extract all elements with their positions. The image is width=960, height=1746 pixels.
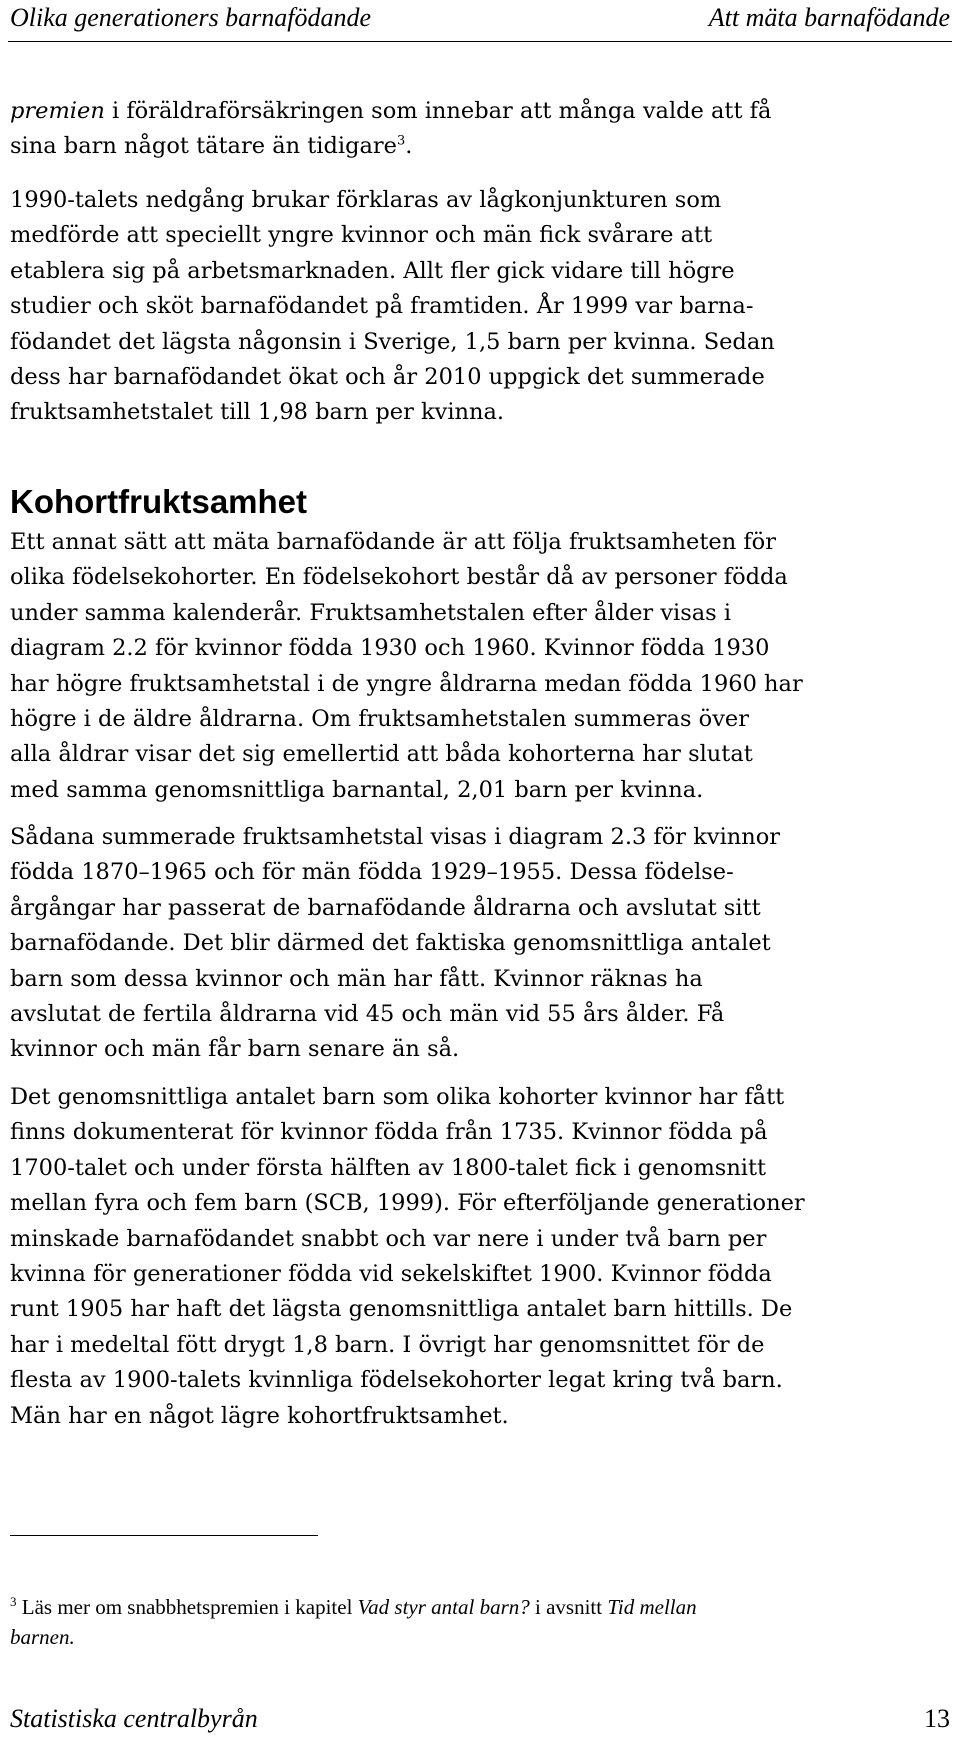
paragraph-line: under samma kalenderår. Fruktsamhetstalen efter ålder visas i bbox=[10, 599, 732, 626]
running-footer bbox=[10, 1705, 950, 1733]
paragraph-line: 1700-talet och under första hälften av 1800-talet fick i genomsnitt bbox=[10, 1154, 767, 1181]
paragraph-line: Det genomsnittliga antalet barn som olika kohorter kvinnor har fått bbox=[10, 1084, 785, 1110]
paragraph-line: kvinna för generationer födda vid sekelskiftet 1900. Kvinnor födda bbox=[10, 1261, 772, 1288]
paragraph-line: mellan fyra och fem barn (SCB, 1999). För efterföljande generationer bbox=[10, 1190, 805, 1217]
paragraph-2 bbox=[10, 183, 952, 431]
paragraph-line: 1990-talets nedgång brukar förklaras av lågkonjunkturen som bbox=[10, 187, 722, 213]
footer-publisher: Statistiska centralbyrån bbox=[10, 1704, 258, 1733]
paragraph-line: alla åldrar visar det sig emellertid att båda kohorterna har slutat bbox=[10, 741, 753, 768]
paragraph-line: premien i föräldraförsäkringen som innebar att många valde att få bbox=[10, 98, 772, 124]
paragraph-5 bbox=[10, 1080, 952, 1434]
footnote-line: $^3$ Läs mer om snabbhetspremien i kapitel Vad styr antal barn? i avsnitt Tid mellan bbox=[10, 1594, 697, 1619]
header-right-title: Att mäta barnafödande bbox=[708, 3, 950, 32]
page-number: 13 bbox=[924, 1704, 950, 1733]
paragraph-3 bbox=[10, 525, 952, 808]
paragraph-line: årgångar har passerat de barnafödande åldrarna och avslutat sitt bbox=[10, 894, 761, 921]
paragraph-line: med samma genomsnittliga barnantal, 2,01 barn per kvinna. bbox=[10, 776, 704, 803]
footnote bbox=[10, 1592, 940, 1652]
header-rule bbox=[8, 41, 952, 42]
paragraph-line: Ett annat sätt att mäta barnafödande är att följa fruktsamheten för bbox=[10, 529, 776, 555]
paragraph-line: finns dokumenterat för kvinnor födda från 1735. Kvinnor födda på bbox=[10, 1119, 768, 1146]
paragraph-line: födda 1870–1965 och för män födda 1929–1955. Dessa födelse- bbox=[10, 859, 734, 886]
paragraph-line: diagram 2.2 för kvinnor födda 1930 och 1960. Kvinnor födda 1930 bbox=[10, 635, 770, 662]
italic-term: premien bbox=[10, 98, 105, 124]
header-left-title: Olika generationers barnafödande bbox=[10, 3, 372, 32]
section-title: Tid mellan bbox=[607, 1595, 697, 1619]
paragraph-line: har högre fruktsamhetstal i de yngre åldrarna medan födda 1960 har bbox=[10, 670, 803, 697]
paragraph-line: flesta av 1900-talets kvinnliga födelsekohorter legat kring två barn. bbox=[10, 1367, 783, 1394]
footnote-separator bbox=[10, 1535, 318, 1536]
paragraph-line: födandet det lägsta någonsin i Sverige, 1,5 barn per kvinna. Sedan bbox=[10, 328, 775, 355]
paragraph-line: minskade barnafödandet snabbt och var nere i under två barn per bbox=[10, 1225, 767, 1252]
footnote-number: 3 bbox=[10, 1594, 17, 1609]
paragraph-line: dess har barnafödandet ökat och år 2010 uppgick det summerade bbox=[10, 364, 765, 391]
paragraph-line: Sådana summerade fruktsamhetstal visas i diagram 2.3 för kvinnor bbox=[10, 824, 781, 850]
paragraph-line: kvinnor och män får barn senare än så. bbox=[10, 1036, 460, 1063]
paragraph-line: barn som dessa kvinnor och män har fått. Kvinnor räknas ha bbox=[10, 965, 703, 992]
paragraph-line: har i medeltal fött drygt 1,8 barn. I övrigt har genomsnittet för de bbox=[10, 1331, 765, 1358]
paragraph-line: sina barn något tätare än tidigare$^3$. bbox=[10, 133, 413, 160]
paragraph-line: fruktsamhetstalet till 1,98 barn per kvinna. bbox=[10, 399, 505, 426]
section-heading: Kohortfruktsamhet bbox=[10, 483, 308, 520]
paragraph-line: avslutat de fertila åldrarna vid 45 och män vid 55 års ålder. Få bbox=[10, 1001, 725, 1028]
section-title-continued: barnen. bbox=[10, 1625, 75, 1649]
footnote-line bbox=[10, 1622, 940, 1652]
paragraph-line: olika födelsekohorter. En födelsekohort består då av personer födda bbox=[10, 564, 788, 591]
paragraph-line: högre i de äldre åldrarna. Om fruktsamhetstalen summeras över bbox=[10, 706, 749, 733]
paragraph-line: runt 1905 har haft det lägsta genomsnittliga antalet barn hittills. De bbox=[10, 1296, 793, 1323]
paragraph-line: barnafödande. Det blir därmed det faktiska genomsnittliga antalet bbox=[10, 930, 771, 957]
paragraph-line: etablera sig på arbetsmarknaden. Allt fler gick vidare till högre bbox=[10, 257, 735, 284]
chapter-title: Vad styr antal barn? bbox=[357, 1595, 530, 1619]
paragraph-line: medförde att speciellt yngre kvinnor och män fick svårare att bbox=[10, 222, 713, 249]
paragraph-4 bbox=[10, 820, 952, 1068]
paragraph-line: Män har en något lägre kohortfruktsamhet. bbox=[10, 1402, 509, 1429]
running-header bbox=[10, 4, 950, 32]
paragraph-1 bbox=[10, 94, 952, 165]
footnote-reference: 3 bbox=[396, 133, 406, 149]
paragraph-line: studier och sköt barnafödandet på framtiden. År 1999 var barna- bbox=[10, 293, 754, 320]
